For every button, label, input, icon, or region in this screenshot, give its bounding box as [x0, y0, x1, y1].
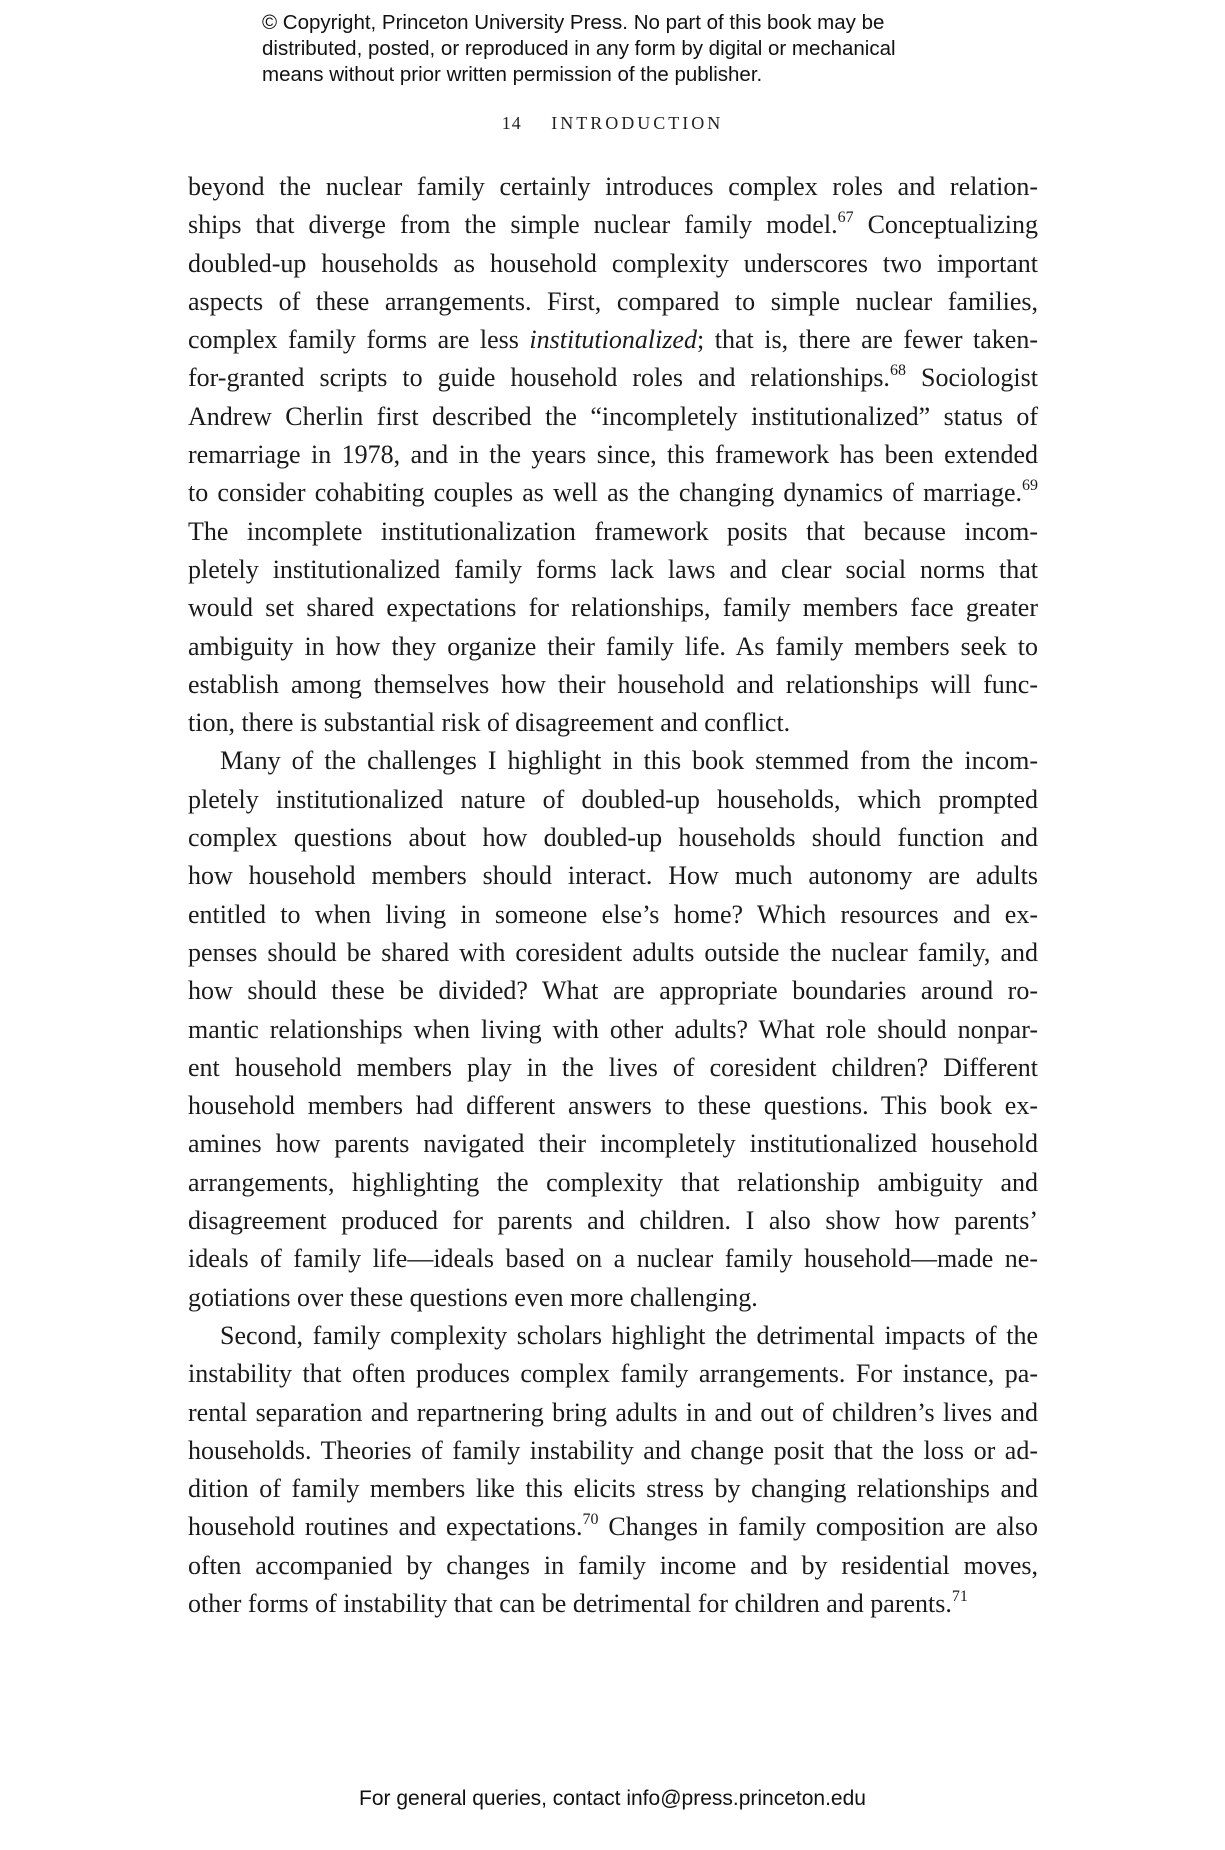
footnote-ref[interactable]: 71	[951, 1587, 968, 1605]
text-line: how should these be divided? What are appropriate boundaries around ro-	[188, 976, 1038, 1006]
text-line: aspects of these arrangements. First, compared to simple nuclear families,	[188, 286, 1038, 316]
text-line: ships that diverge from the simple nuclear family model.$^{67}$ Conceptualizing	[188, 209, 1038, 240]
text-line: establish among themselves how their household and relationships will func-	[188, 669, 1038, 699]
text-line: arrangements, highlighting the complexity that relationship ambiguity and	[188, 1167, 1038, 1197]
text-line: Many of the challenges I highlight in this book stemmed from the incom-	[220, 746, 1038, 776]
text-line: pletely institutionalized nature of doubled-up households, which prompted	[188, 784, 1038, 814]
text-line: tion, there is substantial risk of disagreement and conflict.	[188, 708, 791, 738]
footnote-ref[interactable]: 69	[1022, 477, 1038, 495]
text-line: household routines and expectations.$^{70}$ Changes in family composition are also	[188, 1511, 1038, 1542]
text-line: to consider cohabiting couples as well as the changing dynamics of marriage.$^{69}$	[188, 477, 1038, 508]
text-line: households. Theories of family instability and change posit that the loss or ad-	[188, 1435, 1038, 1465]
text-line: Second, family complexity scholars highlight the detrimental impacts of the	[220, 1320, 1038, 1350]
text-line: entitled to when living in someone else’s home? Which resources and ex-	[188, 899, 1038, 929]
copyright-line: © Copyright, Princeton University Press. No part of this book may be	[262, 11, 885, 34]
page-number: 14	[501, 113, 522, 133]
section-title: INTRODUCTION	[551, 113, 724, 133]
footnote-ref[interactable]: 70	[582, 1511, 599, 1529]
text-line: rental separation and repartnering bring adults in and out of children’s lives and	[188, 1397, 1038, 1427]
copyright-line: means without prior written permission of the publisher.	[262, 63, 763, 86]
text-line: remarriage in 1978, and in the years since, this framework has been extended	[188, 440, 1038, 470]
text-line: beyond the nuclear family certainly introduces complex roles and relation-	[188, 172, 1038, 201]
text-line: penses should be shared with coresident adults outside the nuclear family, and	[188, 937, 1038, 967]
text-line: disagreement produced for parents and children. I also show how parents’	[188, 1206, 1038, 1236]
text-line: mantic relationships when living with other adults? What role should nonpar-	[188, 1014, 1038, 1044]
text-line: ent household members play in the lives of coresident children? Different	[188, 1052, 1038, 1082]
text-line: doubled-up households as household complexity underscores two important	[188, 248, 1038, 278]
body-text	[188, 168, 1038, 1623]
running-head	[0, 113, 1225, 134]
text-line: gotiations over these questions even more challenging.	[188, 1282, 758, 1312]
text-line: dition of family members like this elicits stress by changing relationships and	[188, 1474, 1038, 1504]
text-line: Andrew Cherlin first described the “incompletely institutionalized” status of	[188, 401, 1038, 431]
text-line: ambiguity in how they organize their family life. As family members seek to	[188, 631, 1038, 661]
text-line: for-granted scripts to guide household roles and relationships.$^{68}$ Sociologist	[188, 362, 1038, 393]
text-line: instability that often produces complex family arrangements. For instance, pa-	[188, 1359, 1038, 1389]
text-line: how household members should interact. How much autonomy are adults	[188, 861, 1038, 891]
text-line: often accompanied by changes in family income and by residential moves,	[188, 1550, 1038, 1580]
text-line: pletely institutionalized family forms lack laws and clear social norms that	[188, 554, 1038, 584]
footer-contact: For general queries, contact info@press.princeton.edu	[359, 1787, 866, 1810]
text-line: amines how parents navigated their incompletely institutionalized household	[188, 1129, 1038, 1159]
text-line: The incomplete institutionalization framework posits that because incom-	[188, 516, 1038, 546]
text-line: complex family forms are less institutionalized; that is, there are fewer taken-	[188, 325, 1038, 355]
copyright-notice	[262, 10, 1022, 88]
text-line: household members had different answers to these questions. This book ex-	[188, 1091, 1038, 1121]
text-line: would set shared expectations for relationships, family members face greater	[188, 593, 1038, 623]
emphasis-text: institutionalized	[529, 325, 697, 355]
text-line: ideals of family life—ideals based on a nuclear family household—made ne-	[188, 1244, 1038, 1274]
text-line: complex questions about how doubled-up households should function and	[188, 823, 1038, 853]
footnote-ref[interactable]: 67	[837, 209, 854, 227]
text-line: other forms of instability that can be detrimental for children and parents.$^{71}$	[188, 1587, 968, 1618]
copyright-line: distributed, posted, or reproduced in any form by digital or mechanical	[262, 37, 896, 60]
footnote-ref[interactable]: 68	[889, 362, 906, 380]
